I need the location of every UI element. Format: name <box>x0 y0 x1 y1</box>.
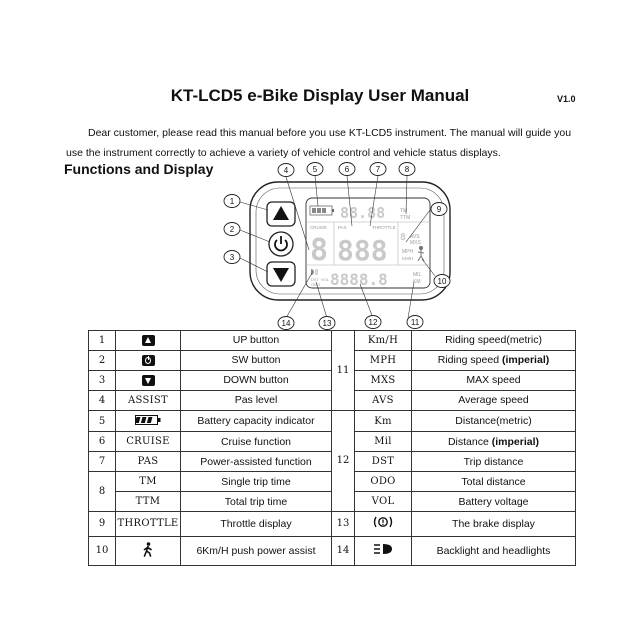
lcd-mxs-label: MXS <box>410 240 421 246</box>
description-main: Riding speed <box>437 354 502 367</box>
item-cell: Km <box>355 410 412 432</box>
battery-bar-3 <box>322 208 326 213</box>
document-title: KT-LCD5 e-Bike Display User Manual <box>170 86 470 105</box>
row-number: 5 <box>89 410 116 432</box>
callout-7 <box>370 163 386 176</box>
row-number: 6 <box>89 432 116 452</box>
lcd-pas-label: PAS <box>338 225 347 230</box>
display-diagram <box>210 160 460 332</box>
callout-number: 6 <box>344 165 350 174</box>
description-main: Distance <box>455 415 497 428</box>
callout-13 <box>319 317 335 330</box>
item-cell: CRUISE <box>116 432 181 452</box>
callout-11 <box>407 316 423 329</box>
lcd-throttle-label: THROTTLE <box>372 225 396 230</box>
item-cell: ASSIST <box>116 390 181 410</box>
description-cell <box>412 492 576 512</box>
description-unit: (imperial) <box>491 435 540 448</box>
callout-number: 8 <box>404 165 410 174</box>
item-cell: PAS <box>116 452 181 472</box>
description-cell <box>412 432 576 452</box>
description-cell <box>412 452 576 472</box>
item-cell <box>116 350 181 370</box>
description-main: Riding speed <box>445 334 507 347</box>
callout-number: 14 <box>281 319 291 328</box>
row-number: 9 <box>89 512 116 537</box>
description-main: Average speed <box>458 394 529 407</box>
callout-1 <box>224 195 240 208</box>
lcd-small-digit: 8 <box>400 232 407 243</box>
callout-4 <box>278 164 294 177</box>
callout-number: 10 <box>437 277 447 286</box>
item-cell: DST <box>355 452 412 472</box>
description-cell <box>412 350 576 370</box>
section-heading: Functions and Display <box>64 161 214 177</box>
item-cell: MXS <box>355 370 412 390</box>
version-label: V1.0 <box>557 94 576 104</box>
description-main: Total distance <box>461 475 526 488</box>
battery-bar-1 <box>312 208 316 213</box>
power-icon <box>142 355 155 366</box>
row-number: 8 <box>89 472 116 512</box>
walking-person-icon <box>142 542 154 560</box>
description-unit: (metric) <box>496 415 532 428</box>
lcd-mph-label: MPH <box>402 249 414 255</box>
description-main: Trip distance <box>463 455 524 468</box>
item-cell <box>355 512 412 537</box>
table-row <box>89 536 576 565</box>
lcd-speed-digits: 888 <box>337 234 388 267</box>
group-number: 12 <box>332 410 355 511</box>
row-number: 1 <box>89 331 116 351</box>
table-row <box>89 512 576 537</box>
callout-9 <box>431 203 447 216</box>
description-cell: Total trip time <box>181 492 332 512</box>
callout-14 <box>278 317 294 330</box>
item-cell: Km/H <box>355 331 412 351</box>
callout-number: 1 <box>229 197 235 206</box>
description-cell <box>412 512 576 537</box>
lcd-dst-label: DST <box>311 277 319 282</box>
group-number: 14 <box>332 536 355 565</box>
description-cell: 6Km/H push power assist <box>181 536 332 565</box>
callout-number: 11 <box>410 318 420 327</box>
callout-3 <box>224 251 240 264</box>
battery-icon <box>135 415 161 428</box>
description-main: The brake display <box>452 517 535 530</box>
lcd-avs-label: AVS <box>410 234 420 240</box>
description-cell: Single trip time <box>181 472 332 492</box>
item-cell: VOL <box>355 492 412 512</box>
callout-number: 5 <box>312 165 318 174</box>
description-unit: (metric) <box>506 334 542 347</box>
description-cell <box>412 370 576 390</box>
item-cell: MPH <box>355 350 412 370</box>
lcd-digits-bottom: 8888.8 <box>330 270 388 289</box>
description-main: Battery voltage <box>458 495 529 508</box>
device-down-button <box>267 262 295 286</box>
brake-icon <box>373 516 393 531</box>
row-number: 3 <box>89 370 116 390</box>
row-number: 2 <box>89 350 116 370</box>
description-cell: Throttle display <box>181 512 332 537</box>
description-cell: Power-assisted function <box>181 452 332 472</box>
callout-number: 9 <box>436 205 442 214</box>
up-arrow-icon <box>142 335 155 346</box>
description-cell: Battery capacity indicator <box>181 410 332 432</box>
group-number: 11 <box>332 331 355 411</box>
callout-number: 12 <box>368 318 378 327</box>
battery-tip <box>332 209 334 212</box>
description-main: Distance <box>447 435 492 448</box>
callout-number: 4 <box>283 166 289 175</box>
item-cell <box>355 536 412 565</box>
lcd-odo-label: ODO <box>311 282 321 287</box>
row-number: 7 <box>89 452 116 472</box>
description-cell <box>412 536 576 565</box>
callout-2 <box>224 223 240 236</box>
lcd-cruise-label: CRUISE <box>310 225 328 230</box>
item-cell: AVS <box>355 390 412 410</box>
table-row <box>89 410 576 432</box>
lcd-vol-label: VOL <box>321 277 330 282</box>
callout-5 <box>307 163 323 176</box>
row-number: 10 <box>89 536 116 565</box>
description-unit: (imperial) <box>501 354 550 367</box>
description-cell <box>412 331 576 351</box>
description-cell <box>412 390 576 410</box>
table-row <box>89 331 576 351</box>
item-cell: TTM <box>116 492 181 512</box>
callout-number: 13 <box>322 319 332 328</box>
description-cell <box>412 472 576 492</box>
group-number: 13 <box>332 512 355 537</box>
description-cell: SW button <box>181 350 332 370</box>
intro-paragraph: Dear customer, please read this manual before you use KT-LCD5 instrument. The manual will guide you use the instrument correctly to achieve a variety of vehicle control and vehicle status displays. <box>66 127 572 159</box>
headlight-icon <box>373 543 393 558</box>
row-number: 4 <box>89 390 116 410</box>
callout-12 <box>365 316 381 329</box>
lcd-assist-level-digit: 8 <box>310 233 329 268</box>
description-cell: UP button <box>181 331 332 351</box>
description-cell: DOWN button <box>181 370 332 390</box>
callout-8 <box>399 163 415 176</box>
lcd-tm-label: TM <box>400 208 408 214</box>
description-cell: Pas level <box>181 390 332 410</box>
lcd-digits-top: 88.88 <box>340 204 386 222</box>
item-cell: Mil <box>355 432 412 452</box>
callout-number: 7 <box>375 165 381 174</box>
item-cell <box>116 410 181 432</box>
device-up-button <box>267 202 295 226</box>
device-power-button <box>269 232 293 256</box>
lcd-km-label: KM <box>413 279 421 285</box>
description-cell: Cruise function <box>181 432 332 452</box>
item-cell: THROTTLE <box>116 512 181 537</box>
description-cell <box>412 410 576 432</box>
callout-10 <box>434 275 450 288</box>
function-table <box>88 330 576 566</box>
down-arrow-icon <box>142 375 155 386</box>
item-cell: TM <box>116 472 181 492</box>
callout-6 <box>339 163 355 176</box>
lcd-ttm-label: TTM <box>400 215 411 221</box>
callout-number: 2 <box>229 225 235 234</box>
lcd-kmh-label: KM/H <box>402 256 414 261</box>
description-main: MAX speed <box>466 374 521 387</box>
description-main: Backlight and headlights <box>436 544 551 557</box>
callout-number: 3 <box>229 253 235 262</box>
item-cell: ODO <box>355 472 412 492</box>
lcd-mil-label: MIL <box>413 272 422 278</box>
battery-bar-2 <box>317 208 321 213</box>
item-cell <box>116 370 181 390</box>
item-cell <box>116 536 181 565</box>
item-cell <box>116 331 181 351</box>
